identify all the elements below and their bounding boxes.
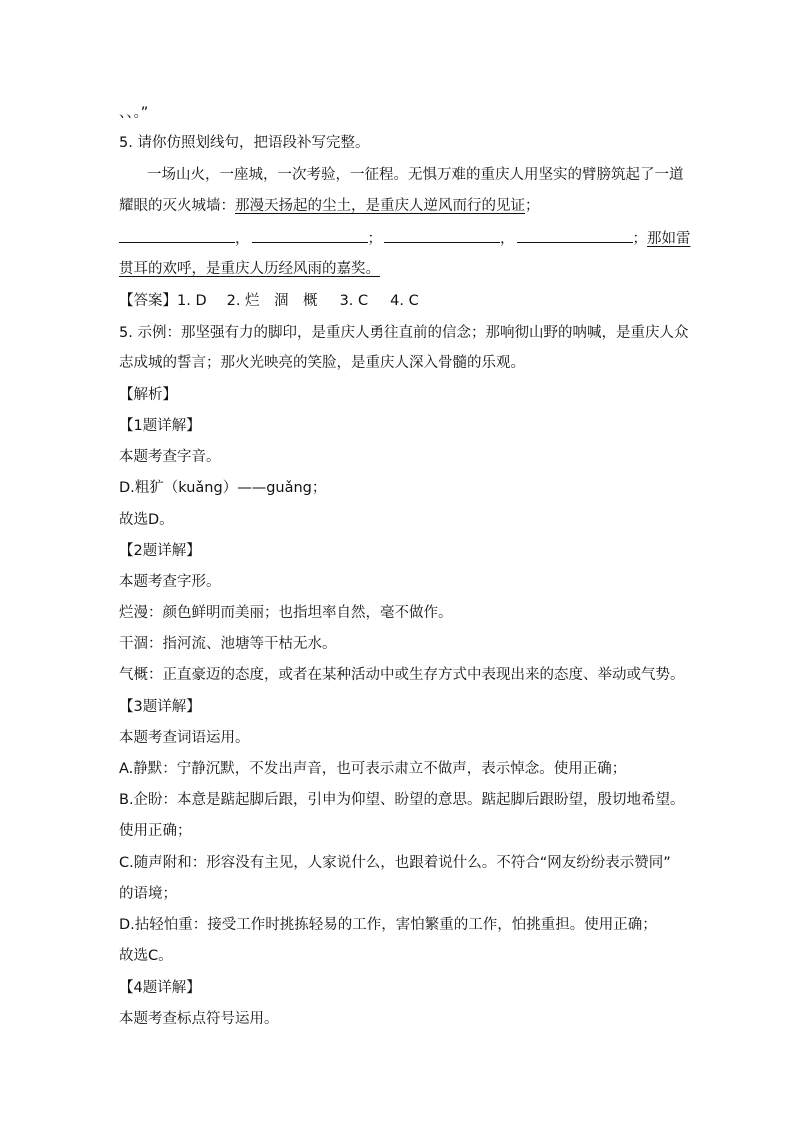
text-line: 的语境； (119, 886, 177, 902)
detail-1-heading: 【1题详解】 (119, 418, 201, 434)
answer-5-line: 志成城的誓言；那火光映亮的笑脸，是重庆人深入骨髓的乐观。 (119, 355, 525, 371)
text-line: 本题考查标点符号运用。 (119, 1011, 279, 1027)
text-line: 使用正确； (119, 823, 192, 839)
analysis-heading: 【解析】 (119, 387, 177, 403)
fill-in-line (119, 228, 691, 249)
punctuation: ， (235, 231, 250, 247)
punctuation: ； (367, 231, 382, 247)
punctuation: ， (500, 231, 515, 247)
text-segment: ； (525, 198, 540, 214)
text-segment: 耀眼的灭火城墙： (119, 198, 235, 214)
answer-label: 【答案】1. D (119, 293, 207, 309)
text-line: 本题考查词语运用。 (119, 730, 250, 746)
detail-2-heading: 【2题详解】 (119, 543, 201, 559)
answer-5-line: 5. 示例：那坚强有力的脚印，是重庆人勇往直前的信念；那响彻山野的呐喊，是重庆人众 (119, 325, 689, 341)
underlined-sentence: 贯耳的欢呼，是重庆人历经风雨的嘉奖。 (119, 261, 380, 277)
detail-3-heading: 【3题详解】 (119, 699, 201, 715)
text-line: D.粗犷（kuǎng）——guǎng； (119, 480, 327, 496)
text-line: 故选D。 (119, 512, 174, 528)
text-line: A.静默：宁静沉默，不发出声音，也可表示肃立不做声，表示悼念。使用正确； (119, 761, 627, 777)
answer-blank (384, 228, 500, 243)
underlined-sentence: 那如雷 (647, 231, 691, 247)
text-line: 烂漫：颜色鲜明而美丽；也指坦率自然，毫不做作。 (119, 605, 453, 621)
answer-line (119, 291, 419, 311)
text-line: B.企盼：本意是踮起脚后跟，引申为仰望、盼望的意思。踮起脚后跟盼望，殷切地希望。 (119, 792, 685, 808)
text-line: 本题考查字形。 (119, 574, 221, 590)
answer-blank (252, 228, 368, 243)
text-line: 故选C。 (119, 948, 173, 964)
text-line: C.随声附和：形容没有主见，人家说什么，也跟着说什么。不符合“网友纷纷表示赞同” (119, 855, 671, 871)
punctuation: ； (632, 231, 647, 247)
question-5-title: 5. 请你仿照划线句，把语段补写完整。 (119, 135, 370, 151)
answer-blank (119, 228, 235, 243)
answer-item: 2. 烂 涸 概 (226, 293, 318, 309)
text-line: 干涸：指河流、池塘等干枯无水。 (119, 636, 337, 652)
answer-item: 3. C (339, 293, 369, 309)
text-line: 、、。” (119, 105, 149, 121)
answer-item: 4. C (390, 293, 419, 309)
example-underlined-sentence: 那漫天扬起的尘土，是重庆人逆风而行的见证 (235, 198, 525, 214)
text-line: D.拈轻怕重：接受工作时挑拣轻易的工作，害怕繁重的工作，怕挑重担。使用正确； (119, 917, 657, 933)
question-5-paragraph-line (119, 196, 540, 216)
text-line: 气概：正直豪迈的态度，或者在某种活动中或生存方式中表现出来的态度、举动或气势。 (119, 667, 685, 683)
text-line: 本题考查字音。 (119, 449, 221, 465)
question-5-paragraph-line: 一场山火，一座城，一次考验，一征程。无惧万难的重庆人用坚实的臂膀筑起了一道 (147, 167, 684, 183)
answer-blank (517, 228, 633, 243)
detail-4-heading: 【4题详解】 (119, 980, 201, 996)
